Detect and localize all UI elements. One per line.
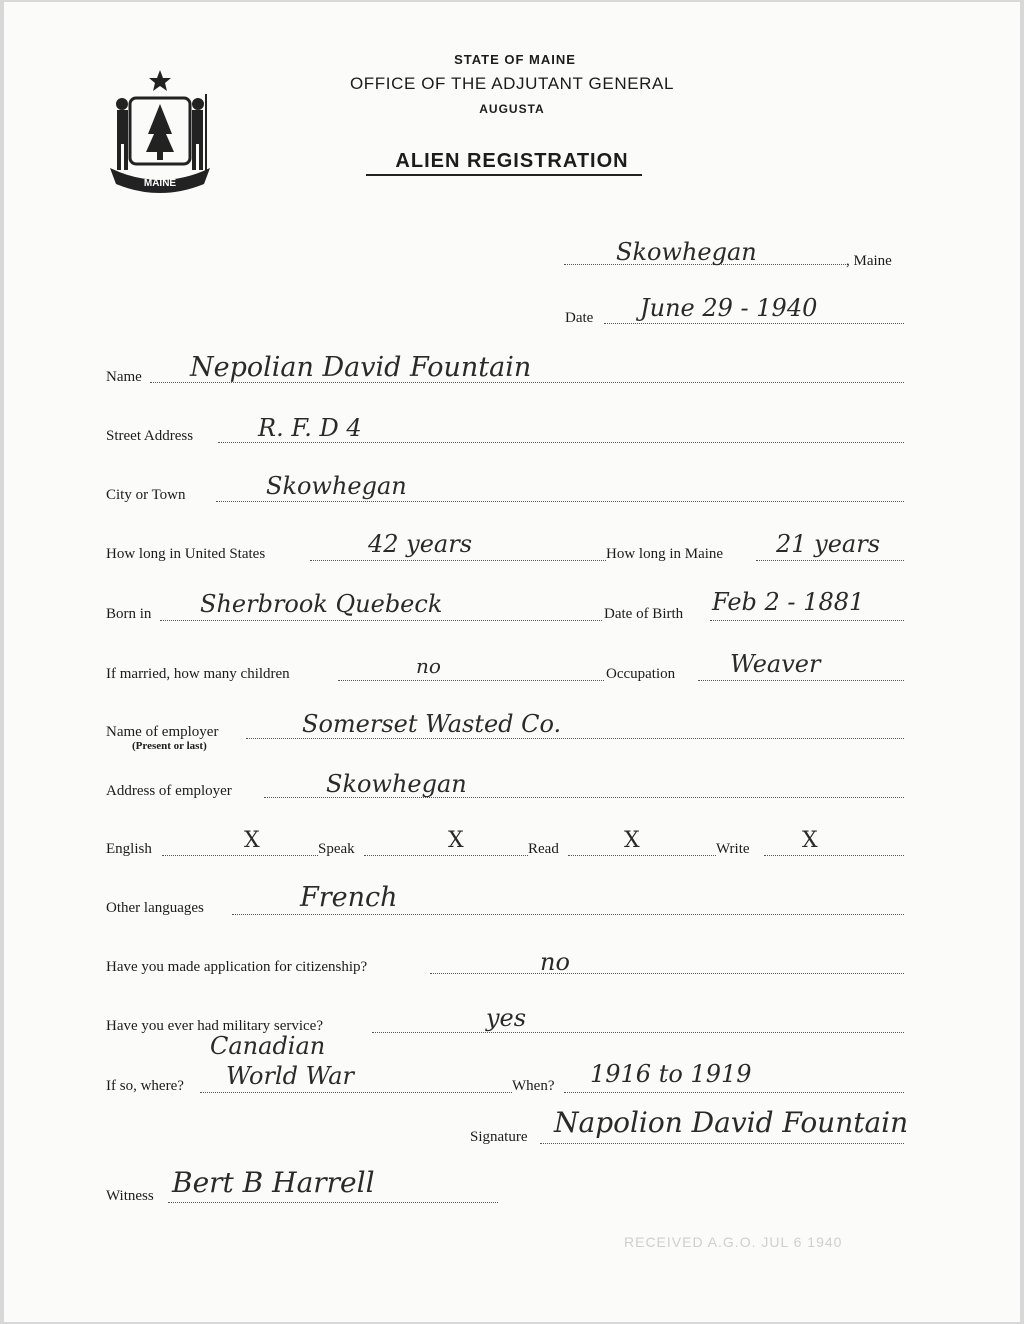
date-label: Date [565, 310, 594, 326]
town-suffix: , Maine [846, 253, 892, 269]
english-value: X [244, 828, 260, 853]
received-stamp: RECEIVED A.G.O. JUL 6 1940 [624, 1234, 843, 1250]
us-value: 42 years [368, 530, 473, 558]
city-label: City or Town [106, 487, 186, 503]
street-value: R. F. D 4 [258, 414, 362, 442]
speak-value: X [448, 828, 464, 853]
city-value: Skowhegan [266, 472, 407, 500]
employer-sublabel: (Present or last) [132, 740, 207, 752]
signature-value: Napolion David Fountain [554, 1106, 909, 1139]
maine-label: How long in Maine [606, 546, 724, 562]
military-note: Canadian [210, 1032, 326, 1060]
when-value: 1916 to 1919 [590, 1060, 752, 1088]
write-value: X [802, 828, 818, 853]
witness-value: Bert B Harrell [172, 1166, 375, 1199]
employer-value: Somerset Wasted Co. [302, 710, 562, 738]
military-label: Have you ever had military service? [106, 1018, 323, 1034]
svg-text:MAINE: MAINE [143, 178, 177, 189]
write-label: Write [716, 841, 750, 857]
header-office: OFFICE OF THE ADJUTANT GENERAL [349, 74, 675, 93]
dob-label: Date of Birth [604, 606, 684, 622]
date-value: June 29 - 1940 [640, 294, 818, 322]
when-label: When? [512, 1078, 555, 1094]
occupation-label: Occupation [606, 666, 676, 682]
employer-address-value: Skowhegan [326, 770, 467, 798]
street-label: Street Address [106, 428, 194, 444]
where-value: World War [226, 1062, 354, 1090]
dob-value: Feb 2 - 1881 [712, 588, 865, 616]
military-value: yes [486, 1004, 527, 1032]
maine-value: 21 years [776, 530, 881, 558]
children-value: no [416, 654, 441, 678]
citizenship-value: no [540, 948, 570, 976]
signature-label: Signature [470, 1129, 528, 1145]
witness-label: Witness [106, 1188, 154, 1204]
us-label: How long in United States [106, 546, 266, 562]
header-state: STATE OF MAINE [454, 52, 576, 67]
citizenship-label: Have you made application for citizenship? [106, 959, 368, 975]
name-value: Nepolian David Fountain [190, 352, 532, 383]
english-label: English [106, 841, 152, 857]
registration-form [4, 2, 1020, 1322]
occupation-value: Weaver [730, 650, 821, 678]
title-underline [366, 174, 642, 176]
town-value: Skowhegan [616, 238, 757, 266]
header-city: AUGUSTA [479, 102, 545, 116]
form-title: ALIEN REGISTRATION [395, 150, 629, 172]
employer-address-label: Address of employer [106, 783, 232, 799]
other-lang-label: Other languages [106, 900, 204, 916]
born-label: Born in [106, 606, 152, 622]
read-label: Read [528, 841, 559, 857]
children-label: If married, how many children [106, 666, 290, 682]
name-label: Name [106, 369, 142, 385]
where-label: If so, where? [106, 1078, 184, 1094]
employer-label: Name of employer [106, 724, 219, 740]
read-value: X [624, 828, 640, 853]
other-lang-value: French [300, 882, 398, 913]
born-value: Sherbrook Quebeck [200, 590, 443, 618]
speak-label: Speak [318, 841, 355, 857]
